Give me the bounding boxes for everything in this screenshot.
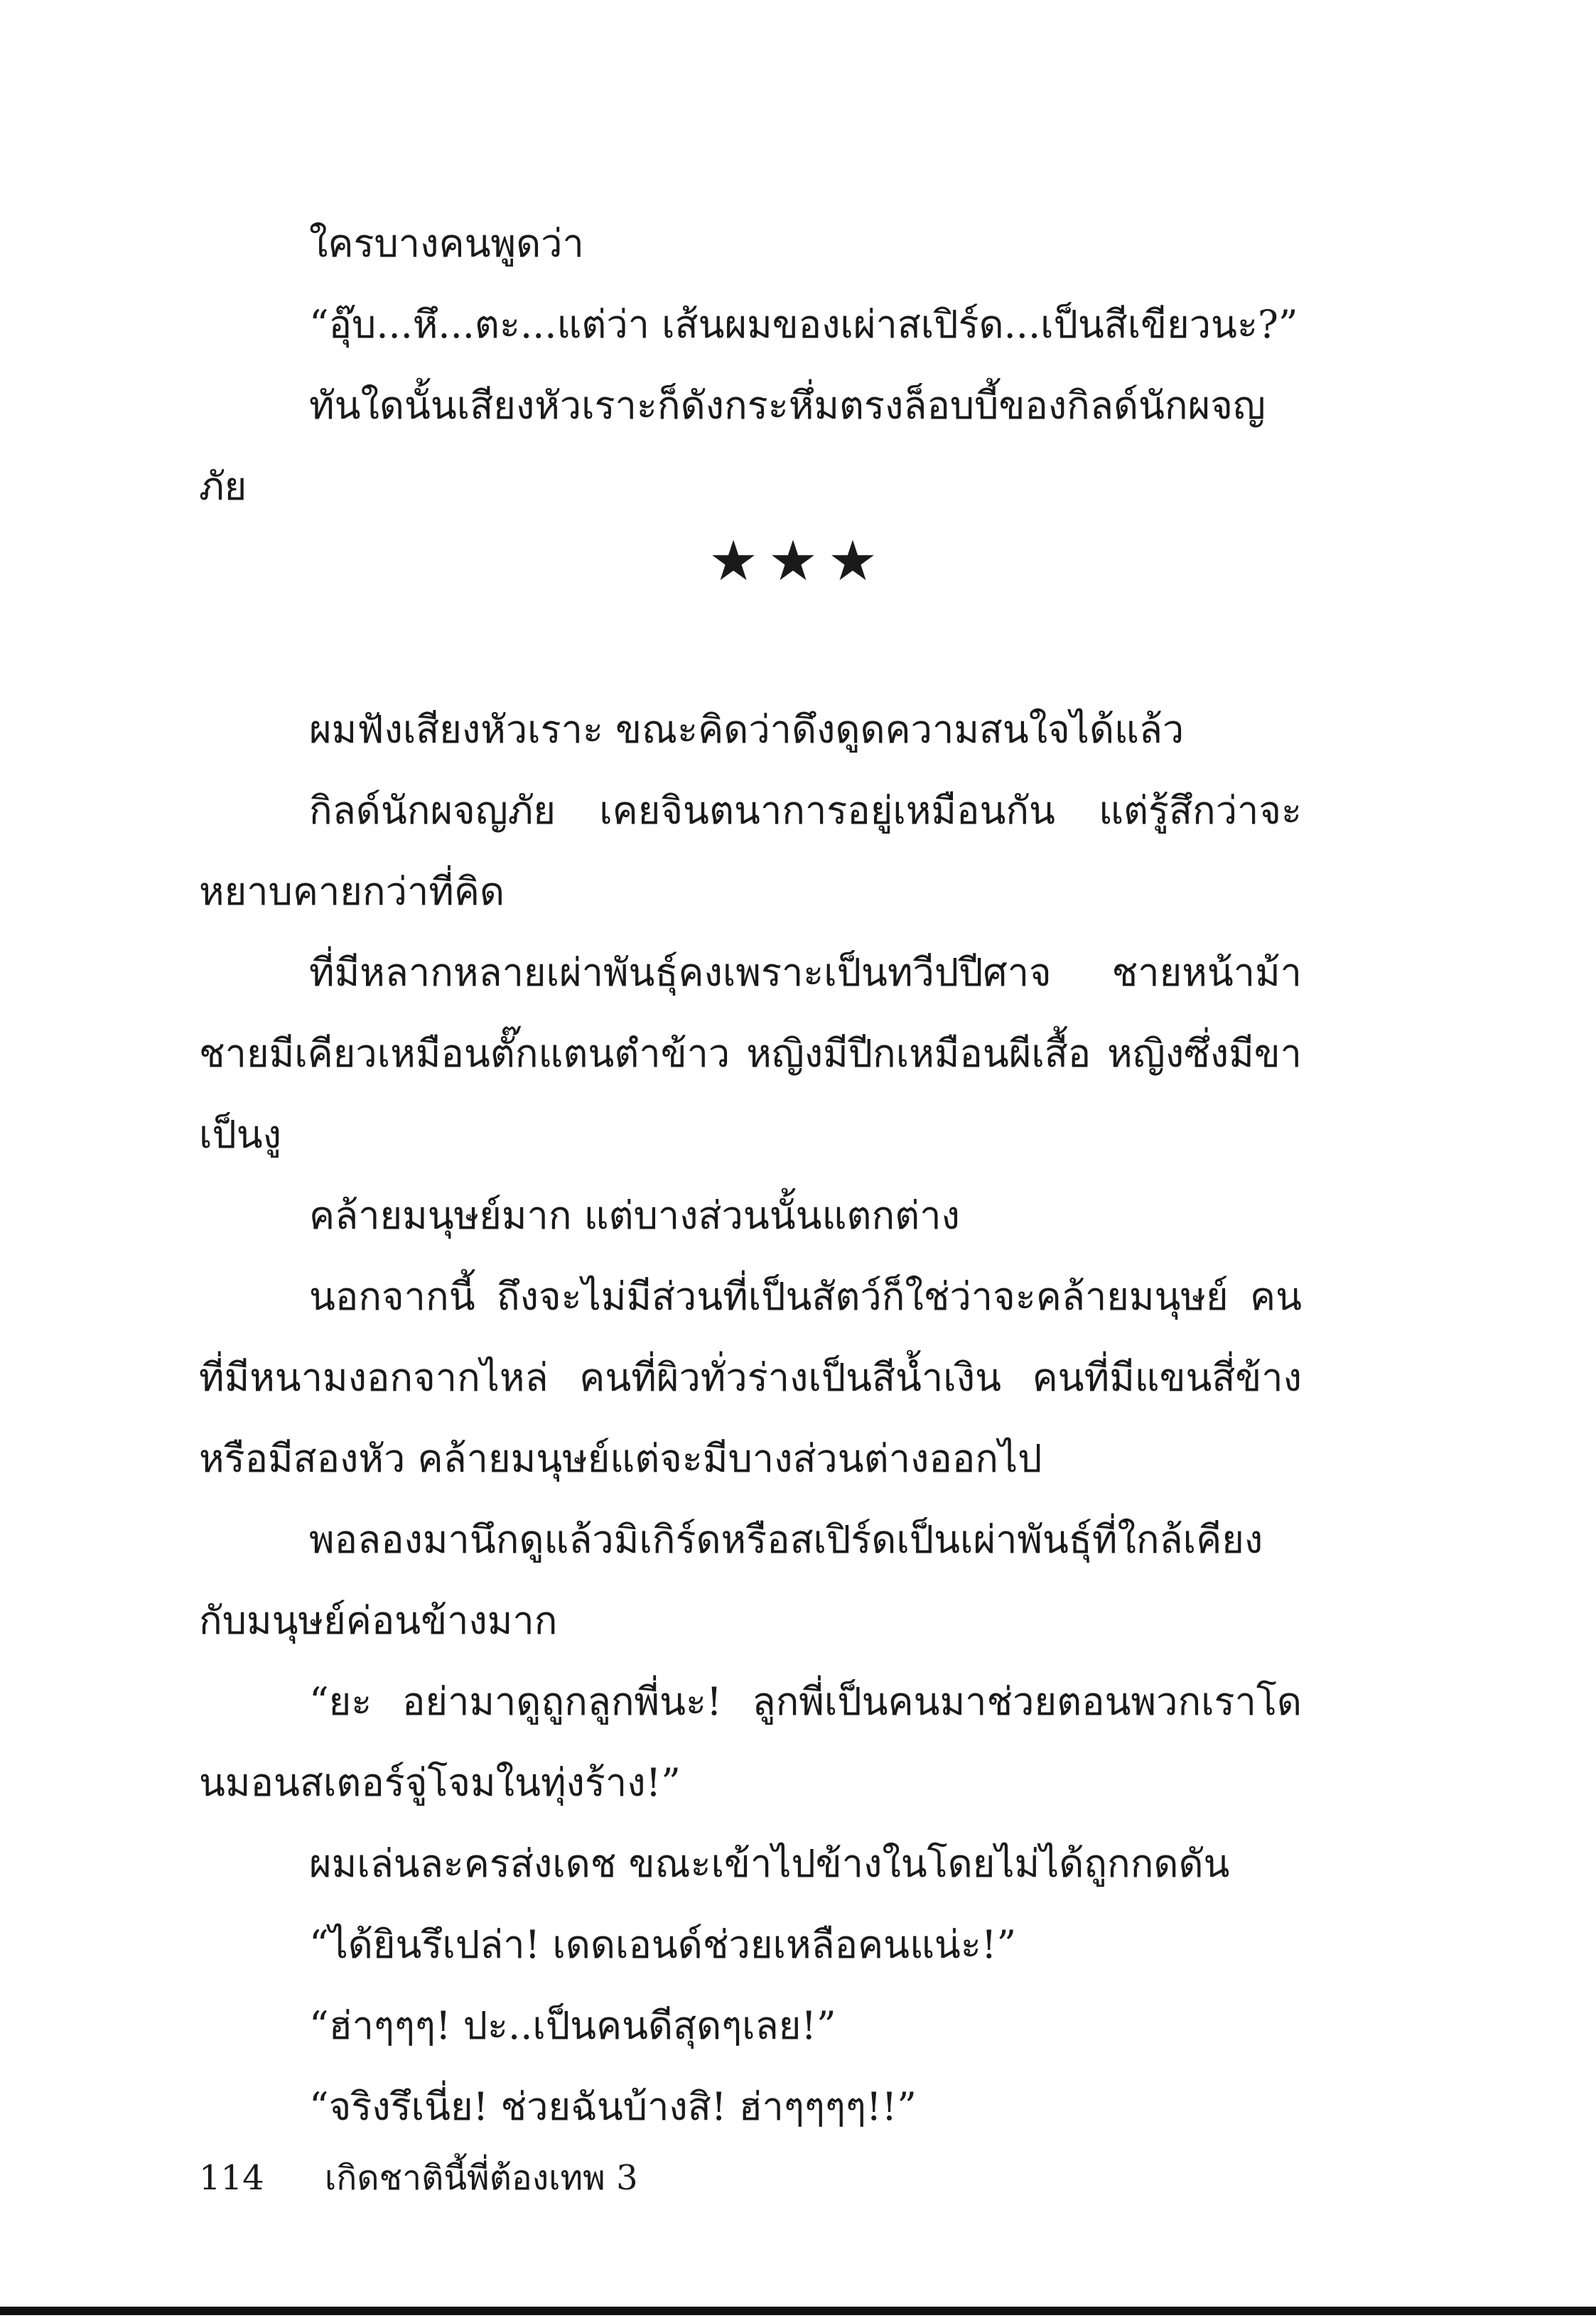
main-text-block — [199, 689, 1302, 2147]
paragraph: นอกจากนี้ ถึงจะไม่มีส่วนที่เป็นสัตว์ก็ใช่ว่าจะคล้ายมนุษย์ คนที่มีหนามงอกจากไหล่ คนที่ผิวทั่วร่างเป็นสีน้ำเงิน คนที่มีแขนสี่ข้าง หรือมีสองหัว คล้ายมนุษย์แต่จะมีบางส่วนต่างออกไป — [199, 1274, 1302, 1481]
section-break-stars: ★★★ — [708, 529, 888, 593]
page-footer — [199, 2146, 638, 2210]
paragraph: ที่มีหลากหลายเผ่าพันธุ์คงเพราะเป็นทวีปปีศาจ ชายหน้าม้า ชายมีเคียวเหมือนตั๊กแตนตำข้าว หญิงมีปีกเหมือนผีเสื้อ หญิงซึ่งมีขาเป็นงู — [199, 950, 1302, 1157]
page-number: 114 — [199, 2158, 264, 2198]
bottom-border-line — [0, 2307, 1596, 2315]
paragraph: “จริงรึเนี่ย! ช่วยฉันบ้างสิ! ฮ่าๆๆๆๆ!!” — [309, 2084, 917, 2129]
paragraph: “อุ๊บ...หึ...ตะ...แต่ว่า เส้นผมของเผ่าสเปิร์ด...เป็นสีเขียวนะ?” — [309, 302, 1298, 347]
paragraph: ใครบางคนพูดว่า — [309, 221, 584, 266]
paragraph: พอลองมานึกดูแล้วมิเกิร์ดหรือสเปิร์ดเป็นเผ่าพันธุ์ที่ใกล้เคียงกับมนุษย์ค่อนข้างมาก — [199, 1517, 1263, 1643]
paragraph: ทันใดนั้นเสียงหัวเราะก็ดังกระหึ่มตรงล็อบบี้ของกิลด์นักผจญภัย — [199, 383, 1266, 509]
running-title: เกิดชาตินี้พี่ต้องเทพ 3 — [324, 2158, 638, 2198]
paragraph: “ได้ยินรึเปล่า! เดดเอนด์ช่วยเหลือคนแน่ะ!” — [309, 1922, 1017, 1967]
paragraph: ผมฟังเสียงหัวเราะ ขณะคิดว่าดึงดูดความสนใจได้แล้ว — [309, 707, 1185, 752]
top-text-block — [199, 203, 1302, 527]
paragraph: “ยะ อย่ามาดูถูกลูกพี่นะ! ลูกพี่เป็นคนมาช่วยตอนพวกเราโดนมอนสเตอร์จู่โจมในทุ่งร้าง!” — [199, 1679, 1302, 1805]
paragraph: ผมเล่นละครส่งเดช ขณะเข้าไปข้างในโดยไม่ได้ถูกกดดัน — [309, 1841, 1230, 1886]
paragraph: คล้ายมนุษย์มาก แต่บางส่วนนั้นแตกต่าง — [309, 1193, 960, 1238]
paragraph: กิลด์นักผจญภัย เคยจินตนาการอยู่เหมือนกัน แต่รู้สึกว่าจะหยาบคายกว่าที่คิด — [199, 788, 1302, 914]
paragraph: “ฮ่าๆๆๆ! ปะ..เป็นคนดีสุดๆเลย!” — [309, 2003, 836, 2048]
